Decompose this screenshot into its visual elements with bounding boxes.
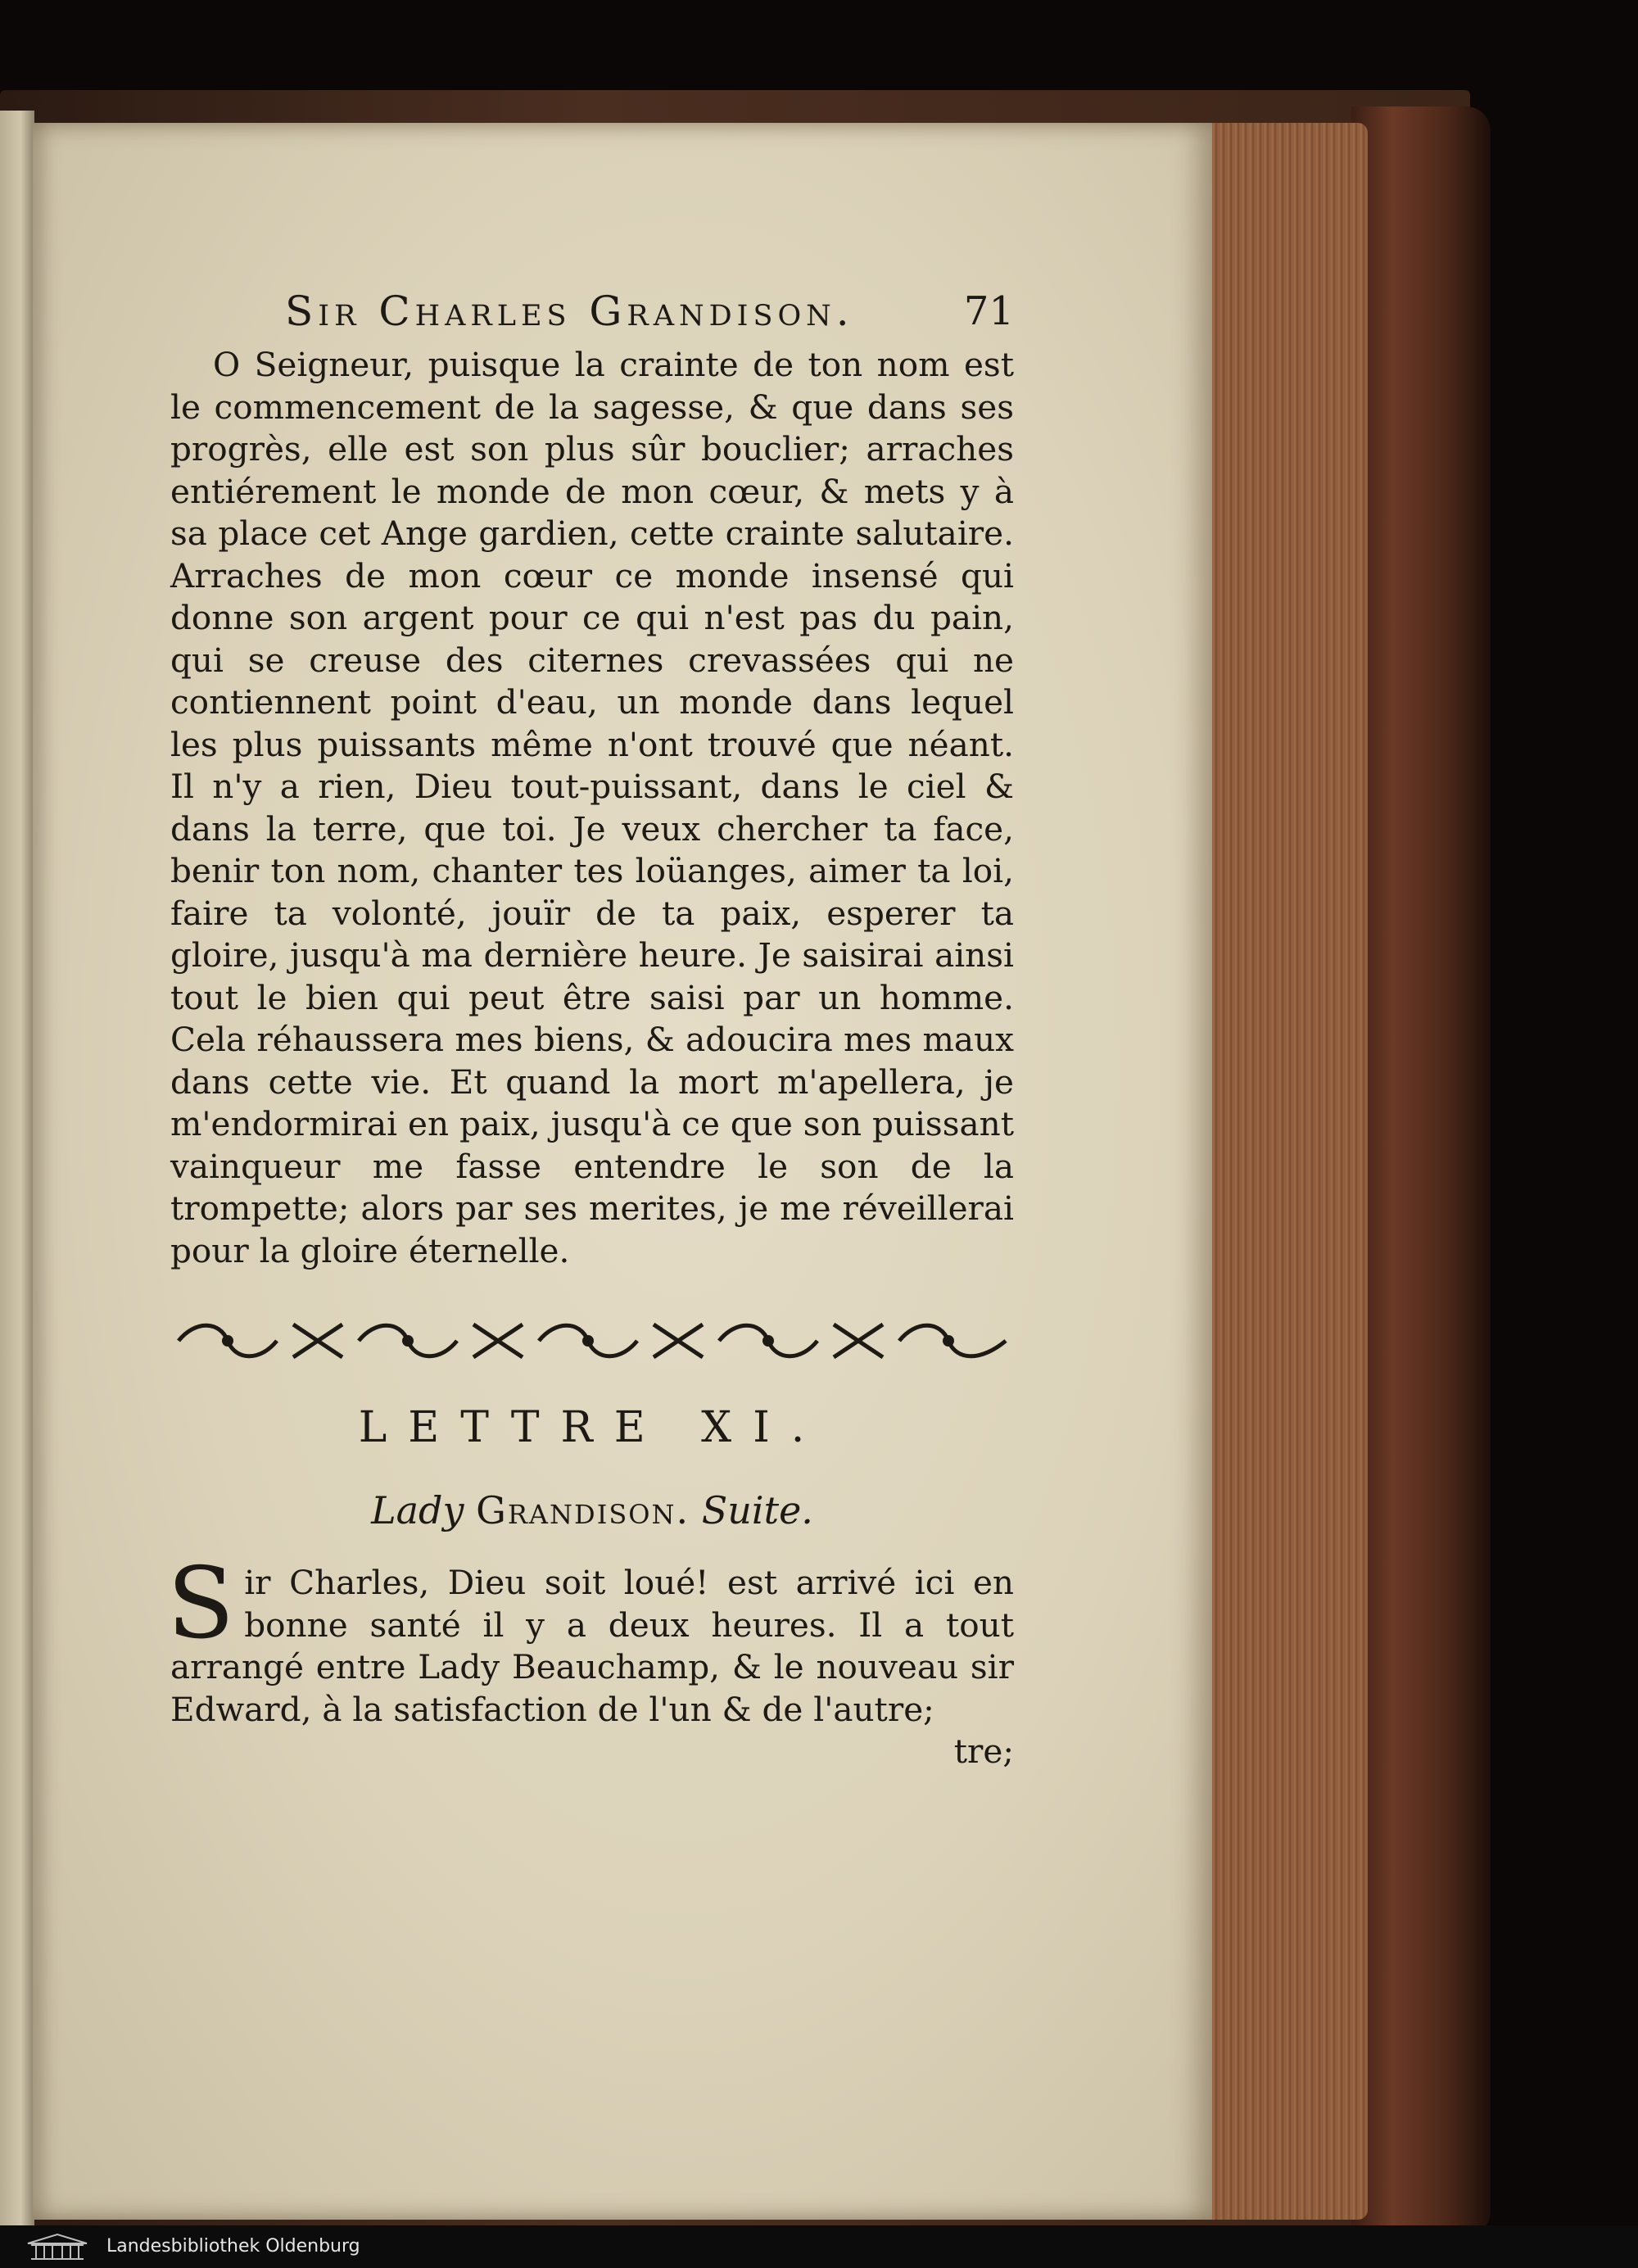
letter-opening [167, 1547, 1014, 1731]
prayer-paragraph: O Seigneur, puisque la crainte de ton nom est le commencement de la sagesse, & que dans ses progrès, elle est son plus sûr bouclier; arraches entiérement le monde de mon cœur, & mets y à sa place cet Ange gardien, cette crainte salutaire. Arraches de mon cœur ce monde insensé qui donne son argent pour ce qui n'est pas du pain, qui se creuse des citernes crevassées qui ne contiennent point d'eau, un monde dans lequel les plus puissants même n'ont trouvé que néant. Il n'y a rien, Dieu tout-puissant, dans le ciel & dans la terre, que toi. Je veux chercher ta face, benir ton nom, chanter tes loüanges, aimer ta loi, faire ta volonté, jouïr de ta paix, esperer ta gloire, jusqu'à ma dernière heure. Je saisirai ainsi tout le bien qui peut être saisi par un homme. Cela réhaussera mes biens, & adoucira mes maux dans cette vie. Et quand la mort m'apellera, je m'endormirai en paix, jusqu'à ce que son puissant vainqueur me fasse entendre le son de la trompette; alors par ses merites, je me réveillerai pour la gloire éternelle. [170, 345, 1014, 1270]
sender-prefix: Lady [371, 1488, 464, 1532]
page-number: 71 [963, 288, 1014, 334]
page-content [167, 278, 1014, 1773]
catchword: tre; [953, 1732, 1014, 1771]
running-title: Sir Charles Grandison. [285, 287, 854, 335]
letter-heading: LETTRE XI. [358, 1403, 826, 1452]
opening-text: ir Charles, Dieu soit loué! est arrivé ici en bonne santé il y a deux heures. Il a tout arrangé entre Lady Beauchamp, & le nouveau sir Edward, à la satisfaction de l'un & de l'autre; [170, 1563, 1014, 1729]
book-page [33, 123, 1212, 2220]
library-building-icon [25, 2232, 90, 2261]
page-block-edge [1204, 123, 1368, 2220]
letter-sender [170, 1474, 1014, 1547]
sender-suite: Suite. [701, 1488, 813, 1532]
facing-page-edge [0, 111, 34, 2225]
book-binding-edge [1351, 106, 1491, 2225]
sender-name: Grandison. [476, 1488, 690, 1532]
body-text [170, 344, 1014, 1272]
running-head [170, 278, 1014, 344]
library-name: Landesbibliothek Oldenburg [106, 2236, 360, 2257]
footer-bar [0, 2225, 1638, 2268]
ornamental-divider [170, 1316, 1014, 1365]
drop-cap: S [167, 1547, 235, 1661]
